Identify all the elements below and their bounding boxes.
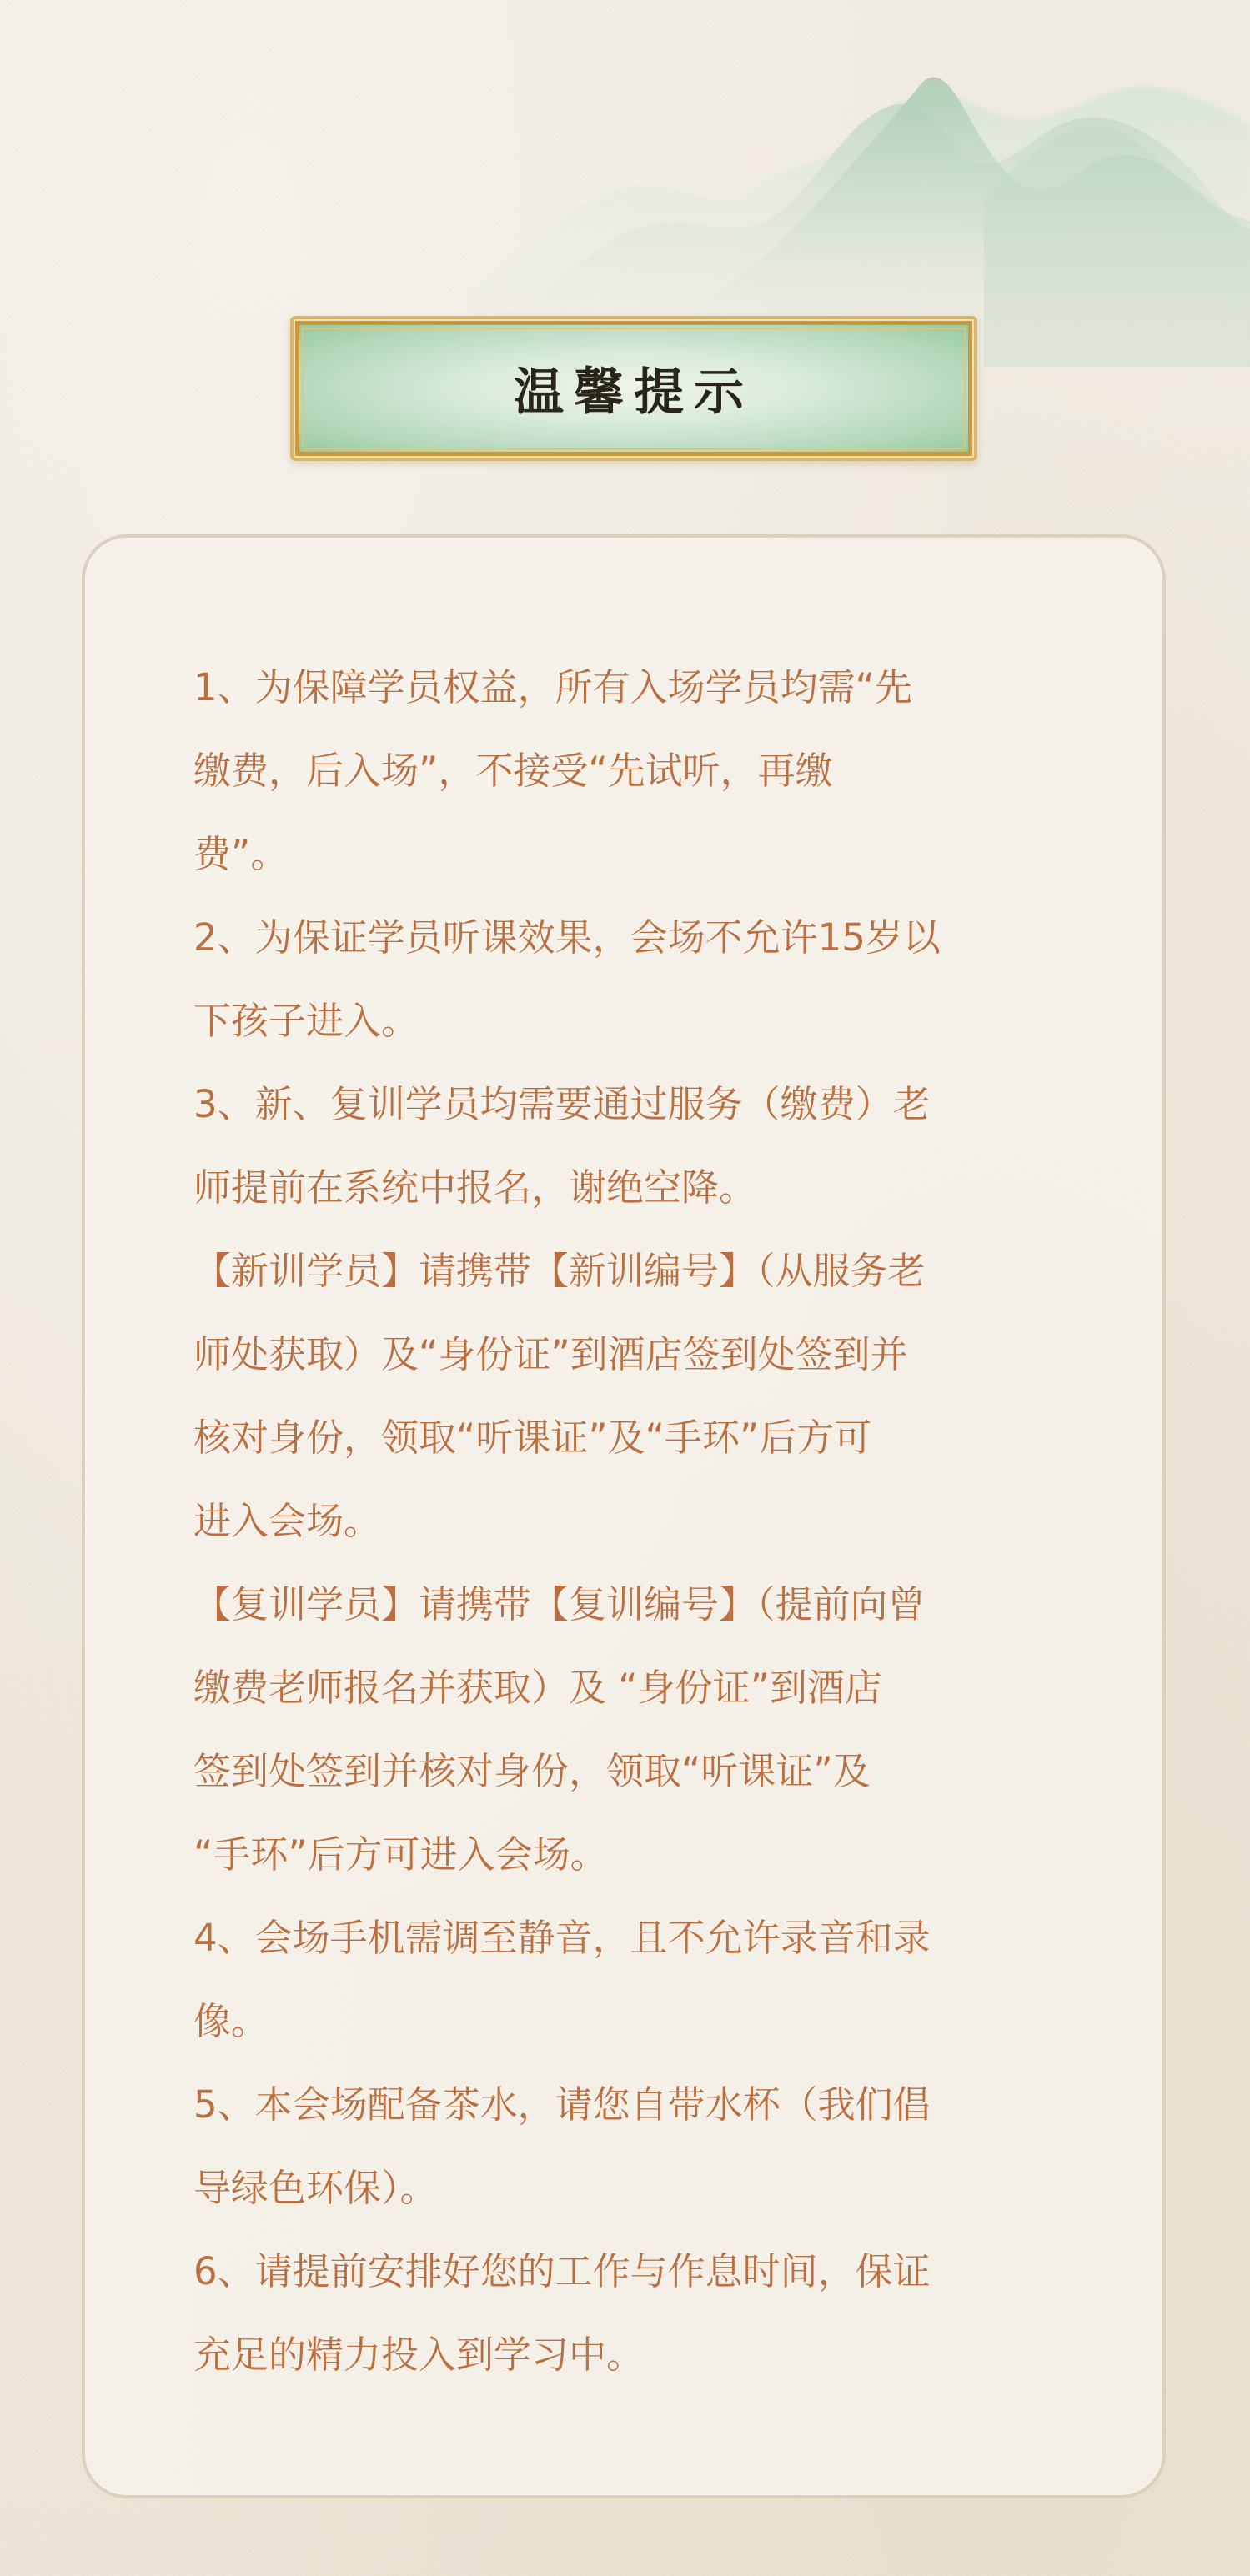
notice-line: 缴费，后入场”，不接受“先试听，再缴 xyxy=(193,749,833,793)
notice-item xyxy=(193,646,1061,896)
notice-line: 2、为保证学员听课效果，会场不允许15岁以 xyxy=(193,915,941,960)
notice-line: 缴费老师报名并获取）及 “身份证”到酒店 xyxy=(193,1666,882,1710)
notice-line: “手环”后方可进入会场。 xyxy=(193,1832,608,1877)
notice-line: 师提前在系统中报名，谢绝空降。 xyxy=(193,1165,757,1210)
notice-line: 5、本会场配备茶水，请您自带水杯（我们倡 xyxy=(193,2082,931,2127)
notice-line: 6、请提前安排好您的工作与作息时间，保证 xyxy=(193,2249,931,2293)
notice-line: 下孩子进入。 xyxy=(193,999,419,1043)
notice-card xyxy=(82,534,1166,2498)
notice-line: 4、会场手机需调至静音，且不允许录音和录 xyxy=(193,1916,931,1960)
notice-line: 师处获取）及“身份证”到酒店签到处签到并 xyxy=(193,1332,908,1376)
notice-line: 充足的精力投入到学习中。 xyxy=(193,2333,645,2377)
notice-item xyxy=(193,1063,1061,1230)
notice-line: 签到处签到并核对身份，领取“听课证”及 xyxy=(193,1749,871,1793)
notice-item xyxy=(193,1230,1061,1563)
notice-line: 导绿色环保）。 xyxy=(193,2166,438,2210)
notice-line: 核对身份，领取“听课证”及“手环”后方可 xyxy=(193,1416,872,1460)
title-banner xyxy=(290,316,977,461)
notice-line: 1、为保障学员权益，所有入场学员均需“先 xyxy=(193,665,912,709)
notice-item xyxy=(193,1897,1061,2063)
page-title: 温馨提示 xyxy=(514,363,754,422)
notice-line: 进入会场。 xyxy=(193,1499,382,1543)
notice-item xyxy=(193,896,1061,1063)
notice-list xyxy=(193,646,1061,2397)
notice-item xyxy=(193,1563,1061,1897)
notice-line: 【新训学员】请携带【新训编号】（从服务老 xyxy=(193,1249,926,1293)
notice-line: 像。 xyxy=(193,1999,269,2043)
notice-line: 【复训学员】请携带【复训编号】（提前向曾 xyxy=(193,1582,926,1626)
notice-line: 3、新、复训学员均需要通过服务（缴费）老 xyxy=(193,1082,931,1126)
notice-line: 费”。 xyxy=(193,832,289,876)
notice-item xyxy=(193,2230,1061,2397)
notice-item xyxy=(193,2063,1061,2230)
